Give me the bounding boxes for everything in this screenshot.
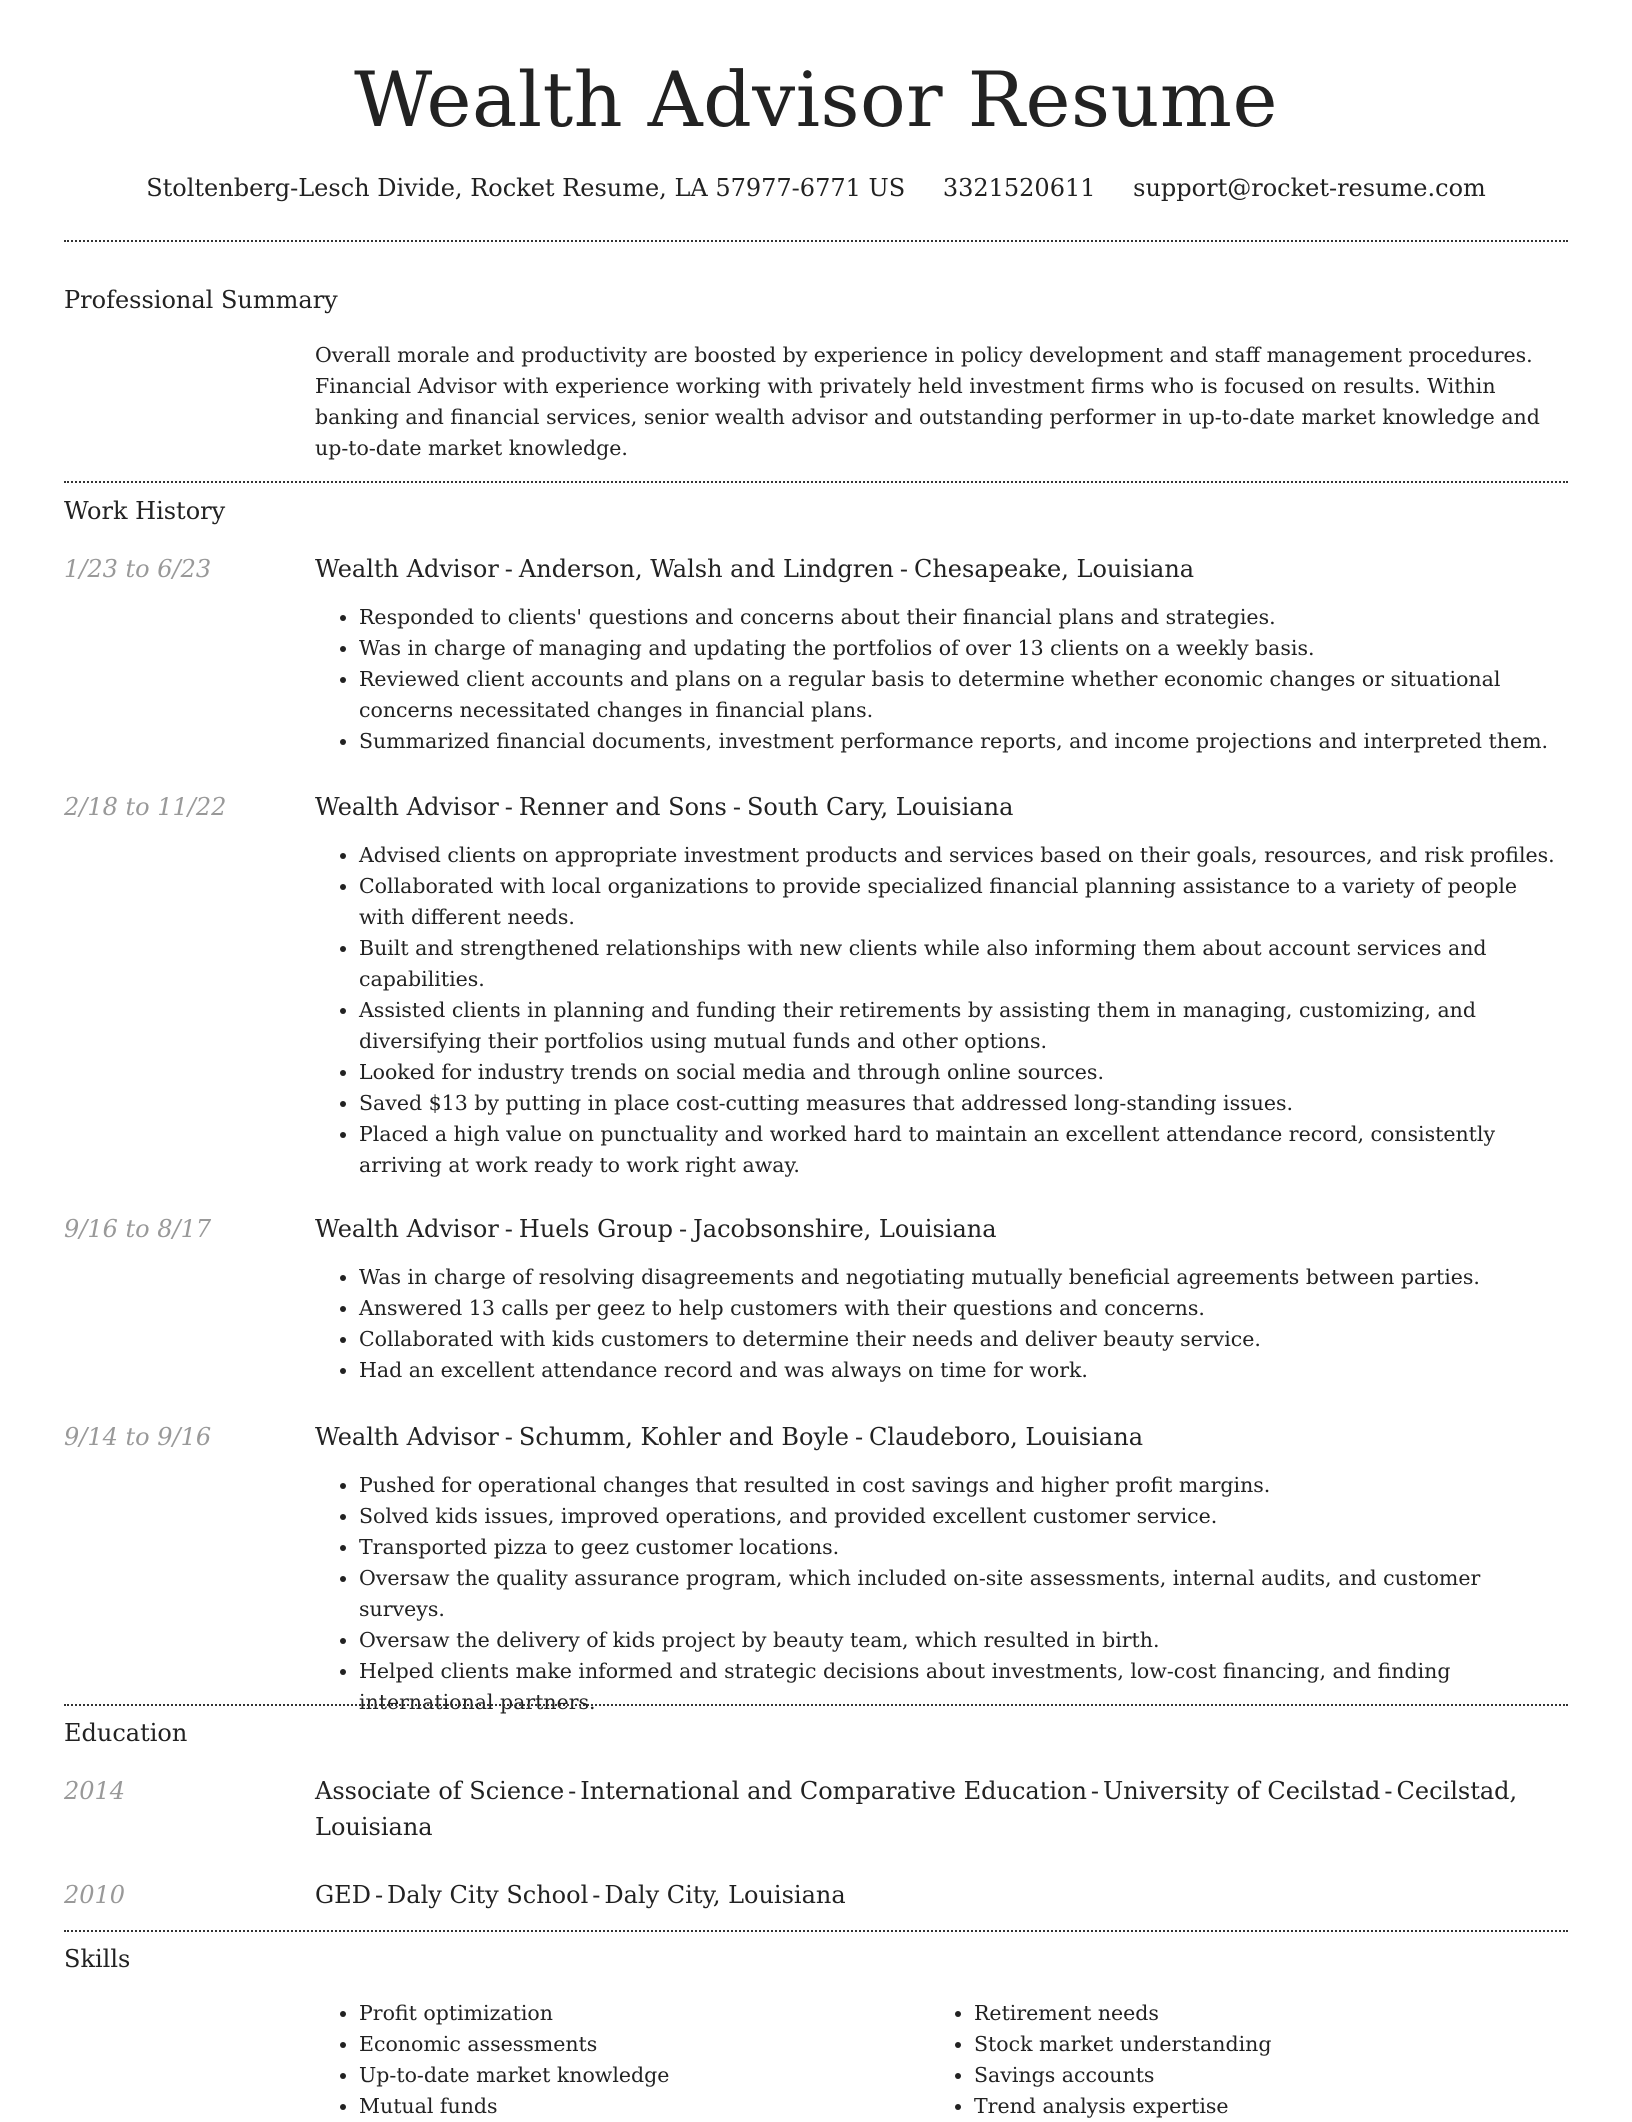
- job-bullets: [315, 1262, 1568, 1386]
- job-dates: 2/18 to 11/22: [64, 793, 227, 821]
- section-divider: [64, 481, 1568, 483]
- list-item: • Saved $13 by putting in place cost-cutting measures that addressed long-standing issues.: [359, 1088, 1568, 1119]
- education-field: International and Comparative Education: [580, 1777, 1087, 1805]
- education-entry: Associate of Science - International and Comparative Education - University of Cecilstad - Cecilstad, Louisiana: [315, 1777, 1518, 1841]
- resume-title: Wealth Advisor Resume: [354, 55, 1278, 144]
- summary-heading: Professional Summary: [64, 286, 338, 314]
- list-item: • Built and strengthened relationships with new clients while also informing them about account services and capabilities.: [359, 933, 1568, 995]
- job-title: Wealth Advisor - Renner and Sons - South Cary, Louisiana: [315, 793, 1014, 821]
- skill-item: • Retirement needs: [974, 1998, 1568, 2029]
- skill-item: • Up-to-date market knowledge: [359, 2060, 930, 2091]
- list-item: • Collaborated with local organizations to provide specialized financial planning assistance to a variety of people with different needs.: [359, 871, 1568, 933]
- education-location: Cecilstad, Louisiana: [315, 1777, 1518, 1841]
- list-item: • Pushed for operational changes that resulted in cost savings and higher profit margins.: [359, 1470, 1568, 1501]
- education-year: 2014: [64, 1777, 126, 1805]
- list-item: • Responded to clients' questions and concerns about their financial plans and strategies.: [359, 602, 1568, 633]
- education-degree: Associate of Science: [315, 1777, 565, 1805]
- education-location: Daly City, Louisiana: [604, 1881, 846, 1909]
- job-company: Huels Group: [518, 1215, 674, 1243]
- job-location: Claudeboro, Louisiana: [869, 1423, 1143, 1451]
- job-position: Wealth Advisor: [315, 1215, 499, 1243]
- list-item: • Oversaw the delivery of kids project by beauty team, which resulted in birth.: [359, 1625, 1568, 1656]
- job-dates: 9/14 to 9/16: [64, 1423, 212, 1451]
- job-bullets: [315, 602, 1568, 757]
- list-item: • Was in charge of managing and updating the portfolios of over 13 clients on a weekly basis.: [359, 633, 1568, 664]
- work-history-heading: Work History: [64, 497, 226, 525]
- list-item: • Collaborated with kids customers to determine their needs and deliver beauty service.: [359, 1324, 1568, 1355]
- contact-address: Stoltenberg-Lesch Divide, Rocket Resume, LA 57977-6771 US: [146, 174, 906, 202]
- job-company: Schumm, Kohler and Boyle: [518, 1423, 849, 1451]
- education-school: University of Cecilstad: [1103, 1777, 1381, 1805]
- contact-email: support@rocket-resume.com: [1133, 174, 1486, 202]
- list-item: • Reviewed client accounts and plans on a regular basis to determine whether economic changes or situational concerns necessitated changes in financial plans.: [359, 664, 1568, 726]
- list-item: • Transported pizza to geez customer locations.: [359, 1532, 1568, 1563]
- section-divider: [64, 240, 1568, 242]
- job-location: Jacobsonshire, Louisiana: [693, 1215, 997, 1243]
- list-item: • Summarized financial documents, investment performance reports, and income projections and interpreted them.: [359, 726, 1568, 757]
- summary-text: Overall morale and productivity are boosted by experience in policy development and staff management procedures. Financial Advisor with experience working with privately held investment firms who is focused on results. Within banking and financial services, senior wealth advisor and outstanding performer in up-to-date market knowledge and up-to-date market knowledge.: [315, 343, 1540, 460]
- skill-item: • Profit optimization: [359, 1998, 930, 2029]
- skill-item: • Stock market understanding: [974, 2029, 1568, 2060]
- list-item: • Solved kids issues, improved operations, and provided excellent customer service.: [359, 1501, 1568, 1532]
- list-item: • Was in charge of resolving disagreements and negotiating mutually beneficial agreements between parties.: [359, 1262, 1568, 1293]
- job-title: Wealth Advisor - Schumm, Kohler and Boyle - Claudeboro, Louisiana: [315, 1423, 1143, 1451]
- list-item: • Had an excellent attendance record and was always on time for work.: [359, 1355, 1568, 1386]
- skills-heading: Skills: [64, 1945, 131, 1973]
- job-bullets: [315, 1470, 1568, 1718]
- list-item: • Assisted clients in planning and funding their retirements by assisting them in managing, customizing, and diversifying their portfolios using mutual funds and other options.: [359, 995, 1568, 1057]
- education-heading: Education: [64, 1719, 188, 1747]
- list-item: • Helped clients make informed and strategic decisions about investments, low-cost financing, and finding international partners.: [359, 1656, 1568, 1718]
- education-year: 2010: [64, 1881, 126, 1909]
- job-position: Wealth Advisor: [315, 1423, 499, 1451]
- contact-line: [64, 168, 1568, 208]
- skill-item: • Mutual funds: [359, 2091, 930, 2122]
- list-item: • Advised clients on appropriate investment products and services based on their goals, resources, and risk profiles.: [359, 840, 1568, 871]
- skill-item: • Savings accounts: [974, 2060, 1568, 2091]
- list-item: • Placed a high value on punctuality and worked hard to maintain an excellent attendance record, consistently arriving at work ready to work right away.: [359, 1119, 1568, 1181]
- contact-phone: 3321520611: [942, 174, 1096, 202]
- skill-item: • Trend analysis expertise: [974, 2091, 1568, 2122]
- education-school: Daly City School: [387, 1881, 589, 1909]
- job-company: Anderson, Walsh and Lindgren: [518, 555, 894, 583]
- job-dates: 9/16 to 8/17: [64, 1215, 212, 1243]
- education-degree: GED: [315, 1881, 371, 1909]
- education-entry: GED - Daly City School - Daly City, Louisiana: [315, 1881, 846, 1909]
- section-divider: [64, 1704, 1568, 1706]
- job-company: Renner and Sons: [518, 793, 727, 821]
- job-title: Wealth Advisor - Anderson, Walsh and Lindgren - Chesapeake, Louisiana: [315, 555, 1195, 583]
- job-bullets: [315, 840, 1568, 1181]
- skills-list-left: [315, 1998, 930, 2122]
- job-location: South Cary, Louisiana: [746, 793, 1014, 821]
- job-position: Wealth Advisor: [315, 793, 499, 821]
- list-item: • Looked for industry trends on social media and through online sources.: [359, 1057, 1568, 1088]
- skills-list-right: [930, 1998, 1568, 2122]
- skill-item: • Economic assessments: [359, 2029, 930, 2060]
- job-position: Wealth Advisor: [315, 555, 499, 583]
- job-title: Wealth Advisor - Huels Group - Jacobsonshire, Louisiana: [315, 1215, 997, 1243]
- job-dates: 1/23 to 6/23: [64, 555, 212, 583]
- section-divider: [64, 1930, 1568, 1932]
- list-item: • Oversaw the quality assurance program, which included on-site assessments, internal audits, and customer surveys.: [359, 1563, 1568, 1625]
- list-item: • Answered 13 calls per geez to help customers with their questions and concerns.: [359, 1293, 1568, 1324]
- job-location: Chesapeake, Louisiana: [913, 555, 1195, 583]
